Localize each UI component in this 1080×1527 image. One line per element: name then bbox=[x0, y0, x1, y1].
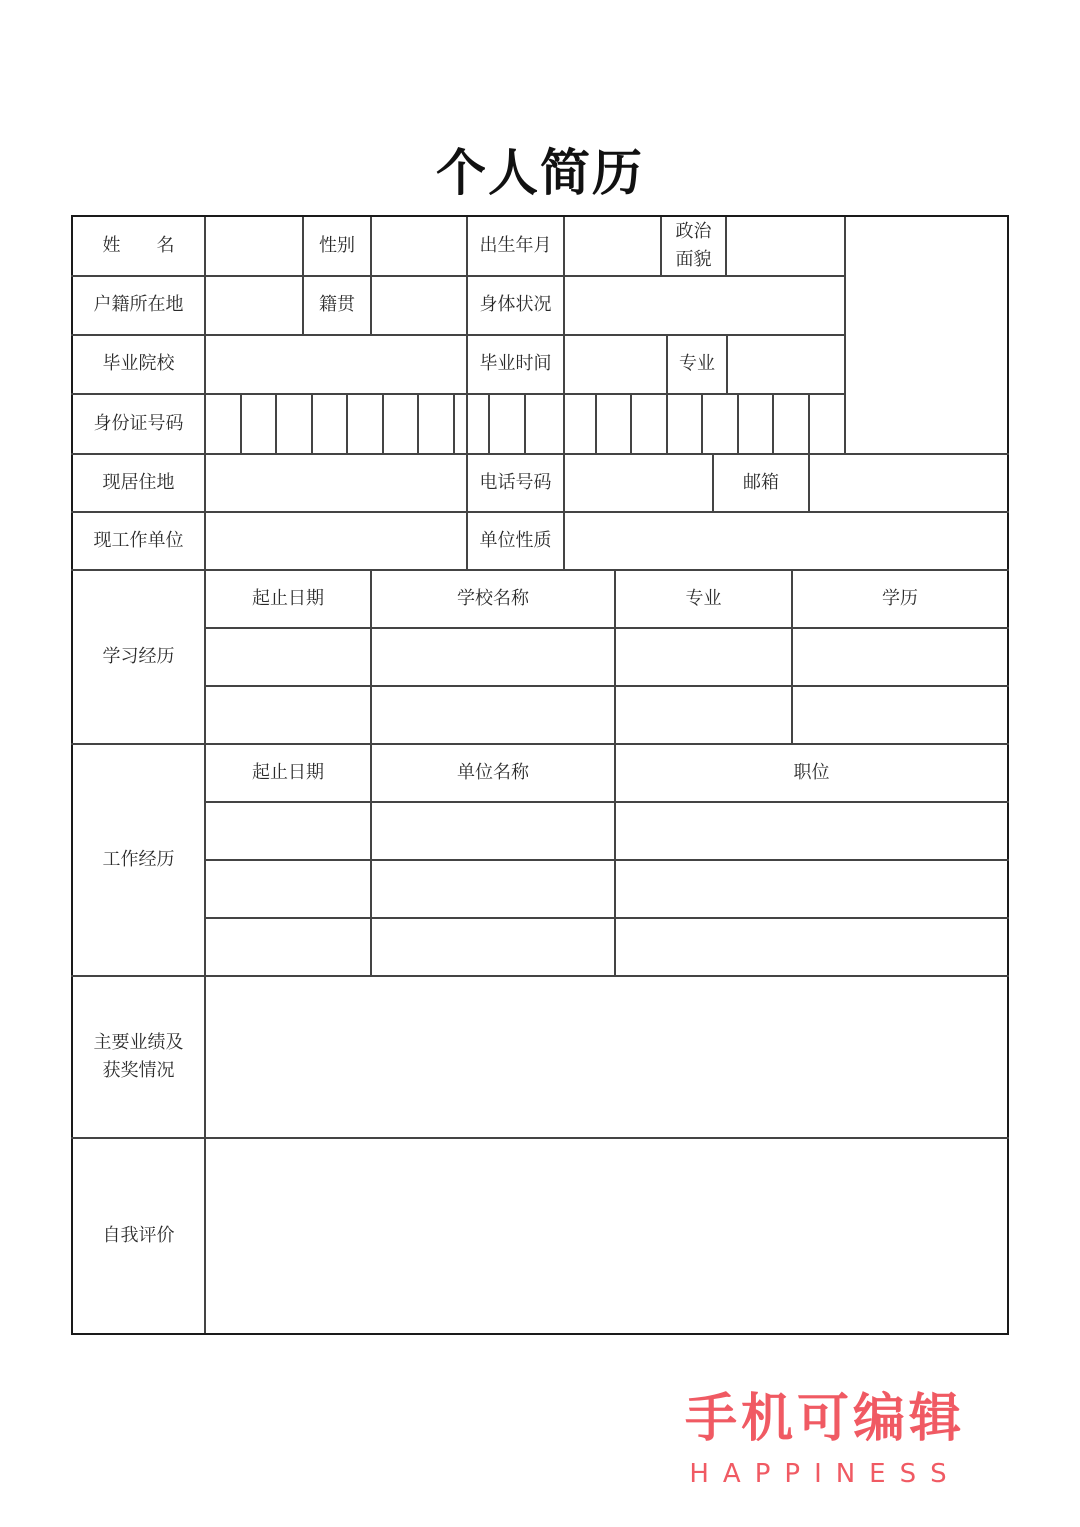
employer-type-label: 单位性质 bbox=[479, 529, 552, 551]
email-field[interactable] bbox=[810, 454, 1007, 511]
jiguan-label: 籍贯 bbox=[319, 294, 355, 315]
political-field[interactable] bbox=[727, 217, 844, 275]
jiguan-field[interactable] bbox=[372, 276, 466, 334]
self-eval-field[interactable] bbox=[206, 1138, 1007, 1333]
row-divider bbox=[205, 801, 1009, 803]
name-field[interactable] bbox=[206, 217, 302, 275]
school-label: 毕业院校 bbox=[102, 353, 175, 374]
self-eval-label: 自我评价 bbox=[102, 1224, 175, 1246]
health-field[interactable] bbox=[565, 276, 844, 334]
photo-area[interactable] bbox=[846, 217, 1007, 453]
education-section-label: 学习经历 bbox=[102, 645, 175, 667]
major-field[interactable] bbox=[728, 335, 844, 393]
edu-header-dates: 起止日期 bbox=[252, 587, 324, 609]
school-field[interactable] bbox=[206, 335, 466, 393]
address-label: 现居住地 bbox=[102, 471, 175, 493]
major-label: 专业 bbox=[679, 353, 715, 374]
huji-field[interactable] bbox=[206, 276, 302, 334]
work-header-position: 职位 bbox=[793, 761, 830, 783]
employer-field[interactable] bbox=[206, 512, 466, 569]
gender-field[interactable] bbox=[372, 217, 466, 275]
political-label: 政治 面貌 bbox=[675, 221, 712, 270]
page-title: 个人简历 bbox=[436, 143, 644, 202]
phone-field[interactable] bbox=[565, 454, 712, 511]
edu-header-degree: 学历 bbox=[882, 587, 918, 609]
phone-label: 电话号码 bbox=[479, 471, 552, 493]
employer-type-field[interactable] bbox=[565, 512, 1007, 569]
huji-label: 户籍所在地 bbox=[93, 294, 184, 315]
birth-field[interactable] bbox=[565, 217, 660, 275]
name-label: 姓 名 bbox=[102, 235, 175, 256]
work-section-label: 工作经历 bbox=[102, 848, 175, 870]
email-label: 邮箱 bbox=[743, 471, 779, 493]
row-divider bbox=[205, 859, 1009, 861]
row-divider bbox=[205, 685, 1009, 687]
watermark-editable-text: 手机可编辑 bbox=[684, 1389, 965, 1449]
id-number-label: 身份证号码 bbox=[93, 412, 184, 434]
row-divider bbox=[205, 627, 1009, 629]
work-header-company: 单位名称 bbox=[457, 761, 529, 783]
edu-header-school: 学校名称 bbox=[457, 587, 529, 609]
birth-label: 出生年月 bbox=[479, 235, 552, 256]
grad-time-label: 毕业时间 bbox=[479, 353, 552, 374]
row-divider bbox=[205, 917, 1009, 919]
edu-header-major: 专业 bbox=[685, 587, 722, 609]
health-label: 身体状况 bbox=[479, 294, 552, 315]
gender-label: 性别 bbox=[319, 235, 355, 256]
id-number-field[interactable] bbox=[206, 394, 844, 453]
work-header-dates: 起止日期 bbox=[252, 761, 324, 783]
employer-label: 现工作单位 bbox=[93, 529, 184, 551]
watermark-happiness-text: HAPPINESS bbox=[689, 1459, 961, 1489]
achievements-field[interactable] bbox=[206, 976, 1007, 1137]
address-field[interactable] bbox=[206, 454, 466, 511]
grad-time-field[interactable] bbox=[565, 335, 666, 393]
achievements-label: 主要业绩及 获奖情况 bbox=[93, 1031, 184, 1081]
